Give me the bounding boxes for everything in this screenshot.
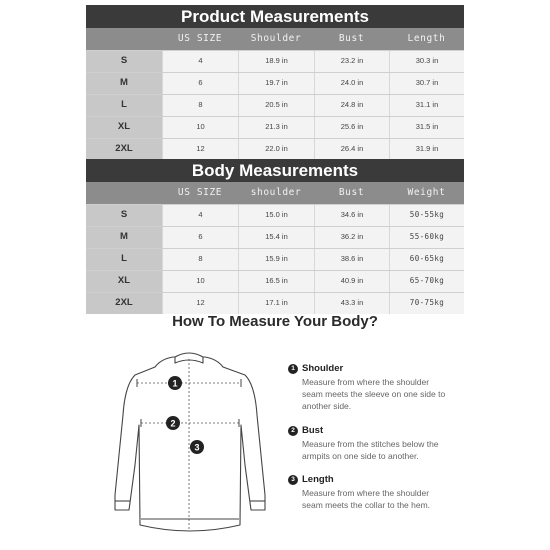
table-cell: 12 [162,293,238,314]
table-cell: 24.0 in [314,73,389,94]
table-cell: 10 [162,271,238,292]
desc-line: seam meets the collar to the hem. [302,500,431,510]
instruction-desc [302,376,468,412]
size-cell: S [86,205,162,226]
table-cell: 50-55kg [389,205,464,226]
size-cell: XL [86,117,162,138]
size-cell: XL [86,271,162,292]
desc-line: Measure from where the shoulder [302,488,430,498]
table-cell: 34.6 in [314,205,389,226]
table-cell: 8 [162,95,238,116]
table-row [86,138,464,160]
header-cell: Bust [338,33,365,44]
table-row [86,94,464,116]
table-cell: 31.1 in [389,95,464,116]
table-cell: 30.3 in [389,51,464,72]
table-cell: 31.9 in [389,139,464,160]
instruction-title: Length [302,474,334,485]
table-cell: 15.4 in [238,227,314,248]
table-cell: 43.3 in [314,293,389,314]
header-cell: US SIZE [177,33,223,44]
size-cell: M [86,227,162,248]
table-row [86,72,464,94]
desc-line: Measure from the stitches below the [302,439,439,449]
table-cell: 24.8 in [314,95,389,116]
table-cell: 30.7 in [389,73,464,94]
instruction-shoulder [288,363,468,412]
number-1-icon: 1 [288,364,298,374]
marker-2-label: 2 [170,418,176,429]
table-cell: 4 [162,205,238,226]
table-cell: 26.4 in [314,139,389,160]
table-cell: 16.5 in [238,271,314,292]
table-cell: 23.2 in [314,51,389,72]
marker-3-label: 3 [194,442,200,453]
instruction-title: Bust [302,425,324,436]
instruction-title: Shoulder [302,363,344,374]
instruction-length [288,474,468,511]
table-row [86,270,464,292]
size-cell: M [86,73,162,94]
size-cell: 2XL [86,139,162,160]
header-cell [86,182,162,204]
shirt-diagram-icon [95,345,285,545]
size-cell: L [86,249,162,270]
instruction-bust [288,425,468,462]
instruction-desc [302,438,468,462]
table-cell: 60-65kg [389,249,464,270]
table-cell: 36.2 in [314,227,389,248]
table-cell: 8 [162,249,238,270]
header-cell [86,28,162,50]
table-cell: 21.3 in [238,117,314,138]
number-3-icon: 3 [288,475,298,485]
product-table-header [86,28,464,50]
size-cell: L [86,95,162,116]
desc-line: armpits on one side to another. [302,451,419,461]
product-table-title: Product Measurements [86,5,464,28]
body-table-title: Body Measurements [86,159,464,182]
header-cell: shoulder [250,187,302,198]
table-cell: 10 [162,117,238,138]
table-row [86,116,464,138]
table-cell: 6 [162,73,238,94]
table-cell: 4 [162,51,238,72]
instruction-desc [302,487,468,511]
table-cell: 6 [162,227,238,248]
table-row [86,226,464,248]
table-row [86,292,464,314]
table-cell: 15.9 in [238,249,314,270]
table-row [86,204,464,226]
table-cell: 15.0 in [238,205,314,226]
header-cell: Bust [338,187,365,198]
table-cell: 40.9 in [314,271,389,292]
table-cell: 38.6 in [314,249,389,270]
table-cell: 55-60kg [389,227,464,248]
body-table-header [86,182,464,204]
size-cell: 2XL [86,293,162,314]
table-cell: 25.6 in [314,117,389,138]
table-cell: 18.9 in [238,51,314,72]
table-cell: 17.1 in [238,293,314,314]
table-cell: 31.5 in [389,117,464,138]
desc-line: seam meets the sleeve on one side to [302,389,446,399]
table-row [86,50,464,72]
table-cell: 65-70kg [389,271,464,292]
table-cell: 12 [162,139,238,160]
marker-1-label: 1 [172,378,178,389]
table-cell: 20.5 in [238,95,314,116]
desc-line: another side. [302,401,352,411]
header-cell: Weight [407,187,446,198]
table-cell: 22.0 in [238,139,314,160]
howto-title: How To Measure Your Body? [172,313,378,330]
desc-line: Measure from where the shoulder [302,377,430,387]
table-cell: 19.7 in [238,73,314,94]
header-cell: Length [407,33,446,44]
table-cell: 70-75kg [389,293,464,314]
size-cell: S [86,51,162,72]
table-row [86,248,464,270]
header-cell: US SIZE [177,187,223,198]
body-measurements-table [86,159,464,314]
number-2-icon: 2 [288,426,298,436]
header-cell: Shoulder [250,33,302,44]
product-measurements-table [86,5,464,160]
